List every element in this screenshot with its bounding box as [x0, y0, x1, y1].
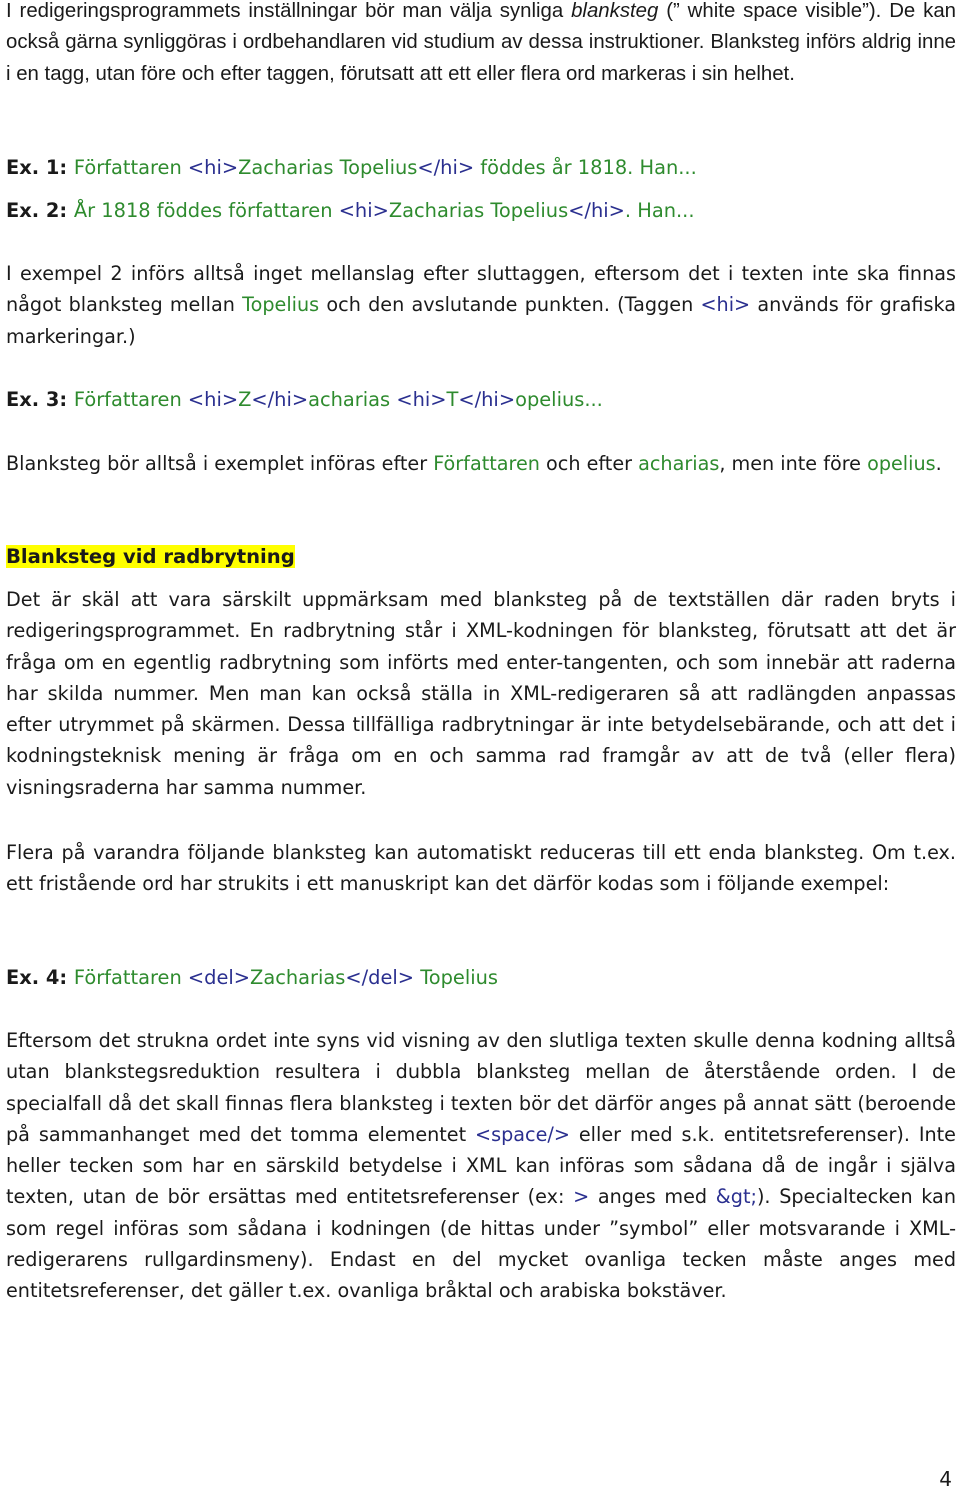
section-heading	[6, 541, 956, 572]
example-2	[6, 195, 956, 226]
text: anges med	[589, 1185, 716, 1209]
entity-reference: &gt;	[715, 1185, 757, 1209]
text: T	[446, 388, 459, 411]
text: Topelius	[414, 966, 499, 989]
text: acharias	[308, 388, 397, 411]
text: opelius	[867, 452, 936, 475]
text: och den avslutande punkten. (Taggen	[319, 293, 701, 317]
text: Zacharias	[250, 966, 346, 989]
paragraph-intro	[6, 0, 956, 90]
text: Topelius	[242, 293, 320, 317]
example-3	[6, 384, 956, 415]
example-label: Ex. 4:	[6, 966, 74, 989]
text: används för grafiska markeringar.)	[6, 293, 957, 348]
text: .	[935, 452, 942, 475]
text: Z	[238, 388, 252, 411]
text: År 1818 föddes författaren	[73, 199, 339, 222]
example-label: Ex. 3:	[6, 388, 74, 411]
text: Författaren	[73, 966, 188, 989]
example-label: Ex. 1:	[6, 156, 74, 179]
text: I exempel 2 införs alltså inget mellanslag efter sluttaggen, eftersom det i texten inte ska finnas något blanksteg mellan	[6, 262, 956, 317]
italic-text: blanksteg	[571, 0, 659, 22]
tag-open: <hi>	[338, 199, 389, 222]
tag-close: </del>	[345, 966, 415, 989]
tag-open: <hi>	[187, 156, 239, 179]
paragraph-line-breaks: Det är skäl att vara särskilt uppmärksam med blanksteg på de textställen där raden bryts i redigeringsprogrammet. En radbrytning står i XML-kodningen för blanksteg, förutsatt att det är fråga om en egentlig radbrytning som införts med enter-tangenten, och som innebär att raderna har skilda nummer. Men man kan också ställa in XML-redigeraren så att radlängden anpassas efter utrymmet på skärmen. Dessa tillfälliga radbrytningar är inte betydelsebärande, och att det i kodningsteknisk mening är fråga om en och samma rad framgår av att de två (eller flera) visningsraderna har samma nummer.	[6, 588, 956, 799]
text: Författaren	[433, 452, 540, 475]
tag-close: </hi>	[251, 388, 309, 411]
text: Författaren	[73, 388, 188, 411]
text: (” white space visible”). De kan också gärna synliggöras i ordbehandlaren vid studium av dessa instruktioner. Blanksteg införs aldrig inne i en tagg, utan före och efter taggen, förutsatt att ett eller flera ord markeras i sin helhet.	[6, 0, 957, 85]
text: Zacharias Topelius	[388, 199, 569, 222]
paragraph-example-3-note	[6, 448, 956, 479]
tag-close: </hi>	[568, 199, 625, 222]
text: , men inte före	[719, 452, 868, 475]
text: I redigeringsprogrammets inställningar bör man välja synliga	[6, 0, 572, 22]
text: opelius...	[515, 388, 603, 411]
tag: <space/>	[475, 1122, 570, 1146]
text: och efter	[539, 452, 639, 475]
text: . Han...	[624, 199, 695, 222]
paragraph-example-2-note	[6, 258, 956, 352]
tag-close: </hi>	[417, 156, 475, 179]
text: Zacharias Topelius	[238, 156, 418, 179]
tag-close: </hi>	[458, 388, 516, 411]
paragraph-special-characters	[6, 1025, 956, 1307]
example-4	[6, 962, 956, 993]
tag-open: <hi>	[396, 388, 447, 411]
page-number: 4	[939, 1467, 952, 1491]
example-label: Ex. 2:	[6, 199, 74, 222]
example-1	[6, 152, 956, 183]
text: ). Specialtecken kan som regel införas som sådana i kodningen (de hittas under ”symbol” eller motsvarande i XML-redigerarens rullgardinsmeny). Endast en del mycket ovanliga tecken måste anges med entitetsreferenser, det gäller t.ex. ovanliga bråktal och arabiska bokstäver.	[6, 1185, 956, 1303]
symbol: >	[573, 1185, 590, 1209]
text: föddes år 1818. Han...	[474, 156, 697, 179]
text: Författaren	[73, 156, 188, 179]
highlighted-heading: Blanksteg vid radbrytning	[6, 545, 295, 568]
tag-open: <del>	[187, 966, 251, 989]
text: Blanksteg bör alltså i exemplet införas efter	[6, 452, 434, 475]
text: eller med s.k. entitetsreferenser). Inte heller tecken som har en särskild betydelse i XML kan införas som sådana då de ingår i själva texten, utan de bör ersättas med entitetsreferenser (ex:	[6, 1122, 956, 1209]
text: acharias	[638, 452, 720, 475]
tag: <hi>	[700, 293, 751, 317]
text: Eftersom det strukna ordet inte syns vid visning av den slutliga texten skulle denna kodning alltså utan blankstegsreduktion resultera i dubbla blanksteg mellan de återstående orden. I de specialfall då det skall finnas flera blanksteg i texten bör det därför anges på annat sätt (beroende på sammanhanget med det tomma elementet	[6, 1029, 956, 1146]
paragraph-multiple-spaces: Flera på varandra följande blanksteg kan automatiskt reduceras till ett enda blanksteg. Om t.ex. ett fristående ord har strukits i ett manuskript kan det därför kodas som i följande exempel:	[6, 841, 956, 896]
tag-open: <hi>	[187, 388, 239, 411]
